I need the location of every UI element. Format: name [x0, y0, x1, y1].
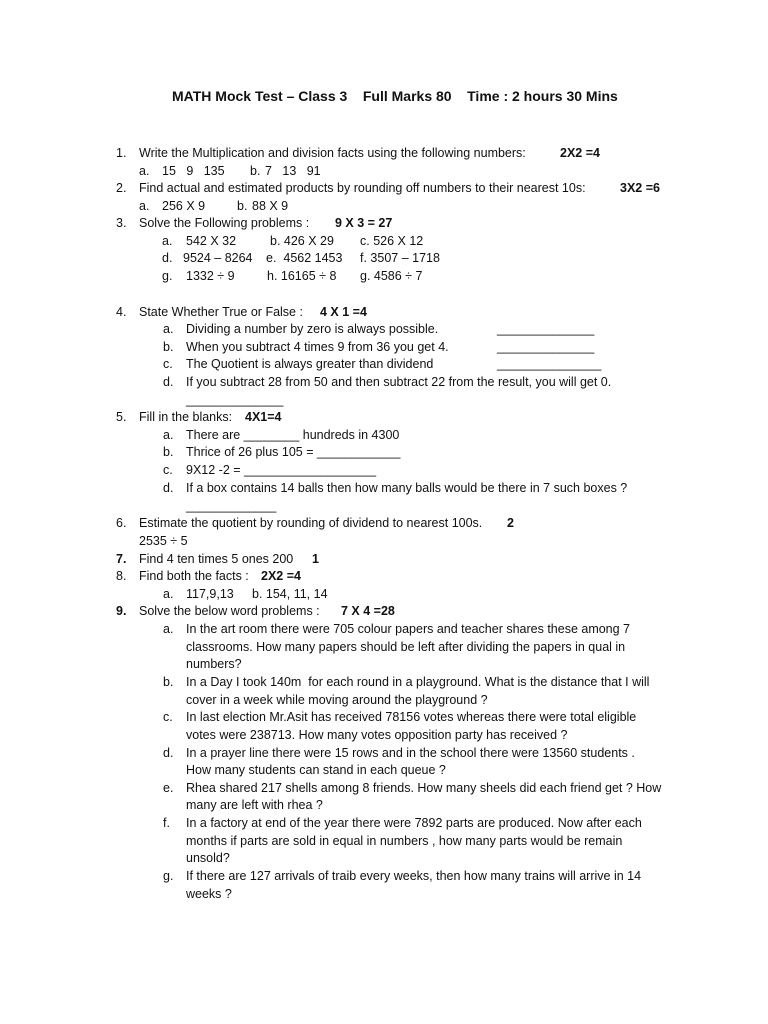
q8-marks: 2X2 =4 [261, 569, 301, 583]
q3-r3-g2: g. 4586 ÷ 7 [360, 269, 423, 283]
q9-marks: 7 X 4 =28 [341, 604, 395, 618]
q9-d-line2: How many students can stand in each queue ? [186, 763, 446, 777]
q6-marks: 2 [507, 516, 514, 530]
q2-b-text: 88 X 9 [252, 199, 289, 213]
q1-b-text: 7 13 91 [265, 164, 321, 178]
q5-a-label: a. [163, 428, 174, 442]
q9-b-line2: cover in a week while moving around the playground ? [186, 693, 488, 707]
q2-marks: 3X2 =6 [620, 181, 660, 195]
q4-b-label: b. [163, 340, 174, 354]
q9-e-label: e. [163, 781, 174, 795]
q3-r1-c: c. 526 X 12 [360, 234, 424, 248]
q4-a-text: Dividing a number by zero is always possible. [186, 322, 439, 336]
q9-a-line2: classrooms. How many papers should be left after dividing the papers in qual in [186, 640, 626, 654]
q3-r1-b: b. 426 X 29 [270, 234, 334, 248]
q5-d-blank: _____________ [186, 499, 277, 513]
q6-text: Estimate the quotient by rounding of dividend to nearest 100s. [139, 516, 483, 530]
q4-d-blank: ______________ [186, 393, 284, 407]
q3-r2-e: e. 4562 1453 [266, 251, 343, 265]
q4-marks: 4 X 1 =4 [320, 305, 367, 319]
q9-c-label: c. [163, 710, 173, 724]
q9-text: Solve the below word problems : [139, 604, 320, 618]
q9-e-line1: Rhea shared 217 shells among 8 friends. How many sheels did each friend get ? How [186, 781, 662, 795]
q4-d-label: d. [163, 375, 174, 389]
q9-f-line2: months if parts are sold in equal in numbers , how many parts would be remain [186, 834, 623, 848]
q4-c-label: c. [163, 357, 173, 371]
q3-marks: 9 X 3 = 27 [335, 216, 393, 230]
q5-c-label: c. [163, 463, 173, 477]
q4-a-blank: ______________ [497, 322, 595, 336]
q9-a-line1: In the art room there were 705 colour papers and teacher shares these among 7 [186, 622, 631, 636]
q9-number: 9. [116, 604, 127, 618]
q6-number: 6. [116, 516, 127, 530]
q5-b-text: Thrice of 26 plus 105 = ____________ [186, 445, 401, 459]
q3-number: 3. [116, 216, 127, 230]
q9-c-line1: In last election Mr.Asit has received 78156 votes whereas there were total eligible [186, 710, 637, 724]
q2-a-label: a. [139, 199, 150, 213]
q3-r3-h: h. 16165 ÷ 8 [267, 269, 337, 283]
q2-number: 2. [116, 181, 127, 195]
q2-b-label: b. [237, 199, 248, 213]
q5-text: Fill in the blanks: [139, 410, 233, 424]
q1-a-text: 15 9 135 [162, 164, 225, 178]
q9-g-label: g. [163, 869, 174, 883]
q1-marks: 2X2 =4 [560, 146, 600, 160]
q9-f-label: f. [163, 816, 170, 830]
q9-g-line2: weeks ? [186, 887, 232, 901]
q9-c-line2: votes were 238713. How many votes opposition party has received ? [186, 728, 568, 742]
q9-e-line2: many are left with rhea ? [186, 798, 323, 812]
q5-d-text: If a box contains 14 balls then how many balls would be there in 7 such boxes ? [186, 481, 628, 495]
q3-r3-g: 1332 ÷ 9 [186, 269, 235, 283]
q9-d-line1: In a prayer line there were 15 rows and in the school there were 13560 students . [186, 746, 635, 760]
q1-a-label: a. [139, 164, 150, 178]
q1-text: Write the Multiplication and division facts using the following numbers: [139, 146, 526, 160]
q1-number: 1. [116, 146, 127, 160]
q5-d-label: d. [163, 481, 174, 495]
q5-a-text: There are ________ hundreds in 4300 [186, 428, 400, 442]
q7-marks: 1 [312, 552, 319, 566]
q8-text: Find both the facts : [139, 569, 249, 583]
q4-number: 4. [116, 305, 127, 319]
q4-b-blank: ______________ [497, 340, 595, 354]
q3-r1-a: 542 X 32 [186, 234, 237, 248]
q4-b-text: When you subtract 4 times 9 from 36 you get 4. [186, 340, 449, 354]
q4-c-blank: _______________ [497, 357, 602, 371]
q9-f-line3: unsold? [186, 851, 230, 865]
q9-b-line1: In a Day I took 140m for each round in a playground. What is the distance that I will [186, 675, 650, 689]
q9-a-line3: numbers? [186, 657, 242, 671]
q5-b-label: b. [163, 445, 174, 459]
q3-text: Solve the Following problems : [139, 216, 310, 230]
q4-d-text: If you subtract 28 from 50 and then subtract 22 from the result, you will get 0. [186, 375, 612, 389]
q5-c-text: 9X12 -2 = ___________________ [186, 463, 377, 477]
q3-r2-f: f. 3507 – 1718 [360, 251, 440, 265]
q3-r1-label: a. [162, 234, 173, 248]
q4-text: State Whether True or False : [139, 305, 303, 319]
page-title: MATH Mock Test – Class 3 Full Marks 80 Time : 2 hours 30 Mins [172, 88, 618, 104]
q2-text: Find actual and estimated products by rounding off numbers to their nearest 10s: [139, 181, 586, 195]
q9-g-line1: If there are 127 arrivals of traib every weeks, then how many trains will arrive in 14 [186, 869, 642, 883]
q8-a-text: 117,9,13 [186, 587, 234, 601]
q7-text: Find 4 ten times 5 ones 200 [139, 552, 294, 566]
q4-a-label: a. [163, 322, 174, 336]
q8-a-label: a. [163, 587, 174, 601]
q3-r2-label: d. [162, 251, 173, 265]
q9-a-label: a. [163, 622, 174, 636]
q9-b-label: b. [163, 675, 174, 689]
q5-marks: 4X1=4 [245, 410, 282, 424]
q5-number: 5. [116, 410, 127, 424]
q3-r3-label: g. [162, 269, 173, 283]
q7-number: 7. [116, 552, 127, 566]
q8-b-text: b. 154, 11, 14 [252, 587, 328, 601]
q1-b-label: b. [250, 164, 261, 178]
q9-d-label: d. [163, 746, 174, 760]
q3-r2-d: 9524 – 8264 [183, 251, 253, 265]
q8-number: 8. [116, 569, 127, 583]
q9-f-line1: In a factory at end of the year there were 7892 parts are produced. Now after each [186, 816, 642, 830]
q4-c-text: The Quotient is always greater than dividend [186, 357, 434, 371]
q6-sub: 2535 ÷ 5 [139, 534, 188, 548]
q2-a-text: 256 X 9 [162, 199, 206, 213]
